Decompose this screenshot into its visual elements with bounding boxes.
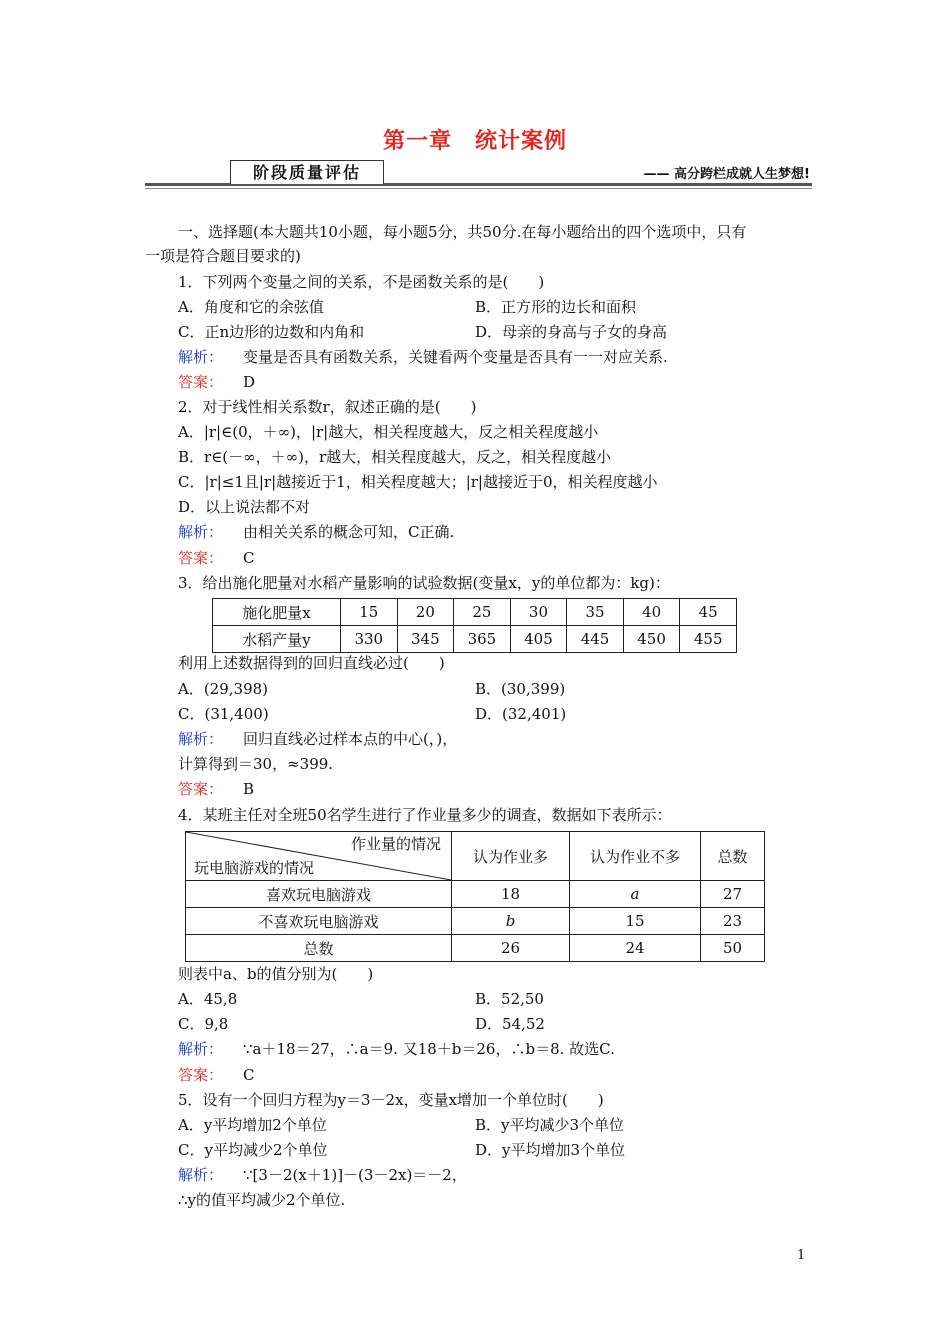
q4-answer bbox=[178, 1065, 255, 1085]
q3-calc: 计算得到＝30，≈399. bbox=[178, 755, 334, 773]
table-cell: b bbox=[452, 908, 570, 935]
q5-option-b: B．y平均减少3个单位 bbox=[475, 1116, 625, 1134]
column-header: 认为作业不多 bbox=[570, 832, 701, 881]
table-cell: 45 bbox=[680, 599, 737, 626]
q4-follow: 则表中a、b的值分别为( ) bbox=[178, 965, 374, 983]
column-header: 总数 bbox=[701, 832, 765, 881]
row-label: 施化肥量x bbox=[213, 599, 341, 626]
q3-analysis-text: 回归直线必过样本点的中心(，)， bbox=[243, 730, 458, 748]
q1-answer bbox=[178, 372, 255, 392]
q1-analysis-text: 变量是否具有函数关系，关键看两个变量是否具有一一对应关系. bbox=[243, 348, 668, 366]
q4-stem: 4．某班主任对全班50名学生进行了作业量多少的调查，数据如下表所示： bbox=[178, 806, 672, 824]
row-label: 总数 bbox=[186, 935, 452, 962]
table-cell: 50 bbox=[701, 935, 765, 962]
table-cell: 330 bbox=[341, 626, 398, 653]
table-cell: 26 bbox=[452, 935, 570, 962]
table-cell: 30 bbox=[510, 599, 567, 626]
table-cell: 15 bbox=[341, 599, 398, 626]
answer-label: 答案： bbox=[178, 780, 224, 798]
table-cell: 25 bbox=[454, 599, 511, 626]
table-cell: 27 bbox=[701, 881, 765, 908]
q2-analysis bbox=[178, 522, 454, 542]
table-cell: 455 bbox=[680, 626, 737, 653]
q5-option-c: C．y平均减少2个单位 bbox=[178, 1141, 328, 1159]
q4-option-c: C．9,8 bbox=[178, 1015, 229, 1033]
table-cell: 365 bbox=[454, 626, 511, 653]
analysis-label: 解析： bbox=[178, 730, 224, 748]
q3-option-c: C．(31,400) bbox=[178, 705, 269, 723]
q5-stem: 5．设有一个回归方程为y＝3－2x，变量x增加一个单位时( ) bbox=[178, 1091, 604, 1109]
q2-analysis-text: 由相关关系的概念可知，C正确. bbox=[243, 523, 455, 541]
q4-answer-value: C bbox=[243, 1066, 255, 1084]
analysis-label: 解析： bbox=[178, 523, 224, 541]
q2-answer-value: C bbox=[243, 549, 255, 567]
chapter-title: 第一章 统计案例 bbox=[382, 129, 567, 154]
row-label: 喜欢玩电脑游戏 bbox=[186, 881, 452, 908]
q2-answer bbox=[178, 548, 255, 568]
table-cell: 445 bbox=[567, 626, 624, 653]
table-cell: 18 bbox=[452, 881, 570, 908]
table-row bbox=[213, 599, 737, 626]
table-cell: 24 bbox=[570, 935, 701, 962]
q1-option-c: C．正n边形的边数和内角和 bbox=[178, 323, 365, 341]
q4-option-a: A．45,8 bbox=[178, 990, 238, 1008]
q3-option-b: B．(30,399) bbox=[475, 680, 566, 698]
q2-option-c: C．|r|≤1且|r|越接近于1，相关程度越大；|r|越接近于0，相关程度越小 bbox=[178, 473, 658, 491]
analysis-label: 解析： bbox=[178, 1040, 224, 1058]
table-cell: 20 bbox=[397, 599, 454, 626]
table-row bbox=[186, 881, 765, 908]
fertilizer-yield-table bbox=[212, 598, 737, 653]
table-cell: 450 bbox=[623, 626, 680, 653]
q3-answer bbox=[178, 779, 254, 799]
answer-label: 答案： bbox=[178, 373, 224, 391]
slogan: —— 高分跨栏成就人生梦想! bbox=[643, 167, 810, 182]
page-number: 1 bbox=[797, 1248, 806, 1263]
table-cell: 345 bbox=[397, 626, 454, 653]
q5-analysis bbox=[178, 1165, 467, 1185]
intro-line-2: 一项是符合题目要求的) bbox=[145, 247, 301, 265]
q5-analysis-text: ∵[3－2(x＋1)]－(3－2x)＝－2， bbox=[243, 1166, 467, 1184]
q2-option-d: D．以上说法都不对 bbox=[178, 498, 311, 516]
q2-option-a: A．|r|∈(0，＋∞)，|r|越大，相关程度越大，反之相关程度越小 bbox=[178, 423, 599, 441]
table-cell: 15 bbox=[570, 908, 701, 935]
q5-conclusion: ∴y的值平均减少2个单位. bbox=[178, 1191, 346, 1209]
q2-option-b: B．r∈(－∞，＋∞)，r越大，相关程度越大，反之，相关程度越小 bbox=[178, 448, 612, 466]
table-row bbox=[213, 626, 737, 653]
q3-analysis bbox=[178, 729, 457, 749]
q3-follow: 利用上述数据得到的回归直线必过( ) bbox=[178, 654, 445, 672]
table-cell: 40 bbox=[623, 599, 680, 626]
answer-label: 答案： bbox=[178, 549, 224, 567]
intro-line-1: 一、选择题(本大题共10小题，每小题5分，共50分.在每小题给出的四个选项中，只有 bbox=[178, 223, 747, 241]
q1-analysis bbox=[178, 347, 668, 367]
homework-survey-table bbox=[185, 831, 765, 962]
corner-row-title: 玩电脑游戏的情况 bbox=[194, 859, 315, 877]
q5-option-a: A．y平均增加2个单位 bbox=[178, 1116, 327, 1134]
q1-answer-value: D bbox=[243, 373, 256, 391]
q1-option-b: B．正方形的边长和面积 bbox=[475, 298, 637, 316]
table-header-row bbox=[186, 832, 765, 881]
table-row bbox=[186, 908, 765, 935]
corner-cell bbox=[186, 832, 452, 881]
column-header: 认为作业多 bbox=[452, 832, 570, 881]
q2-stem: 2．对于线性相关系数r，叙述正确的是( ) bbox=[178, 398, 477, 416]
q3-answer-value: B bbox=[243, 780, 255, 798]
analysis-label: 解析： bbox=[178, 1166, 224, 1184]
q3-stem: 3．给出施化肥量对水稻产量影响的试验数据(变量x，y的单位都为：kg)： bbox=[178, 574, 670, 592]
row-label: 水稻产量y bbox=[213, 626, 341, 653]
table-cell: a bbox=[570, 881, 701, 908]
table-cell: 35 bbox=[567, 599, 624, 626]
q4-analysis-text: ∵a＋18＝27，∴a＝9. 又18＋b＝26，∴b＝8. 故选C. bbox=[243, 1040, 615, 1058]
table-row bbox=[186, 935, 765, 962]
answer-label: 答案： bbox=[178, 1066, 224, 1084]
q1-option-d: D．母亲的身高与子女的身高 bbox=[475, 323, 668, 341]
table-cell: 23 bbox=[701, 908, 765, 935]
table-cell: 405 bbox=[510, 626, 567, 653]
analysis-label: 解析： bbox=[178, 348, 224, 366]
q3-option-d: D．(32,401) bbox=[475, 705, 567, 723]
q1-stem: 1．下列两个变量之间的关系，不是函数关系的是( ) bbox=[178, 273, 545, 291]
q3-option-a: A．(29,398) bbox=[178, 680, 269, 698]
q4-option-b: B．52,50 bbox=[475, 990, 544, 1008]
corner-column-title: 作业量的情况 bbox=[350, 835, 441, 853]
row-label: 不喜欢玩电脑游戏 bbox=[186, 908, 452, 935]
q1-option-a: A．角度和它的余弦值 bbox=[178, 298, 324, 316]
header-rule-thin bbox=[145, 188, 812, 189]
section-tab: 阶段质量评估 bbox=[230, 160, 384, 184]
q4-analysis bbox=[178, 1039, 615, 1059]
q5-option-d: D．y平均增加3个单位 bbox=[475, 1141, 626, 1159]
q4-option-d: D．54,52 bbox=[475, 1015, 545, 1033]
